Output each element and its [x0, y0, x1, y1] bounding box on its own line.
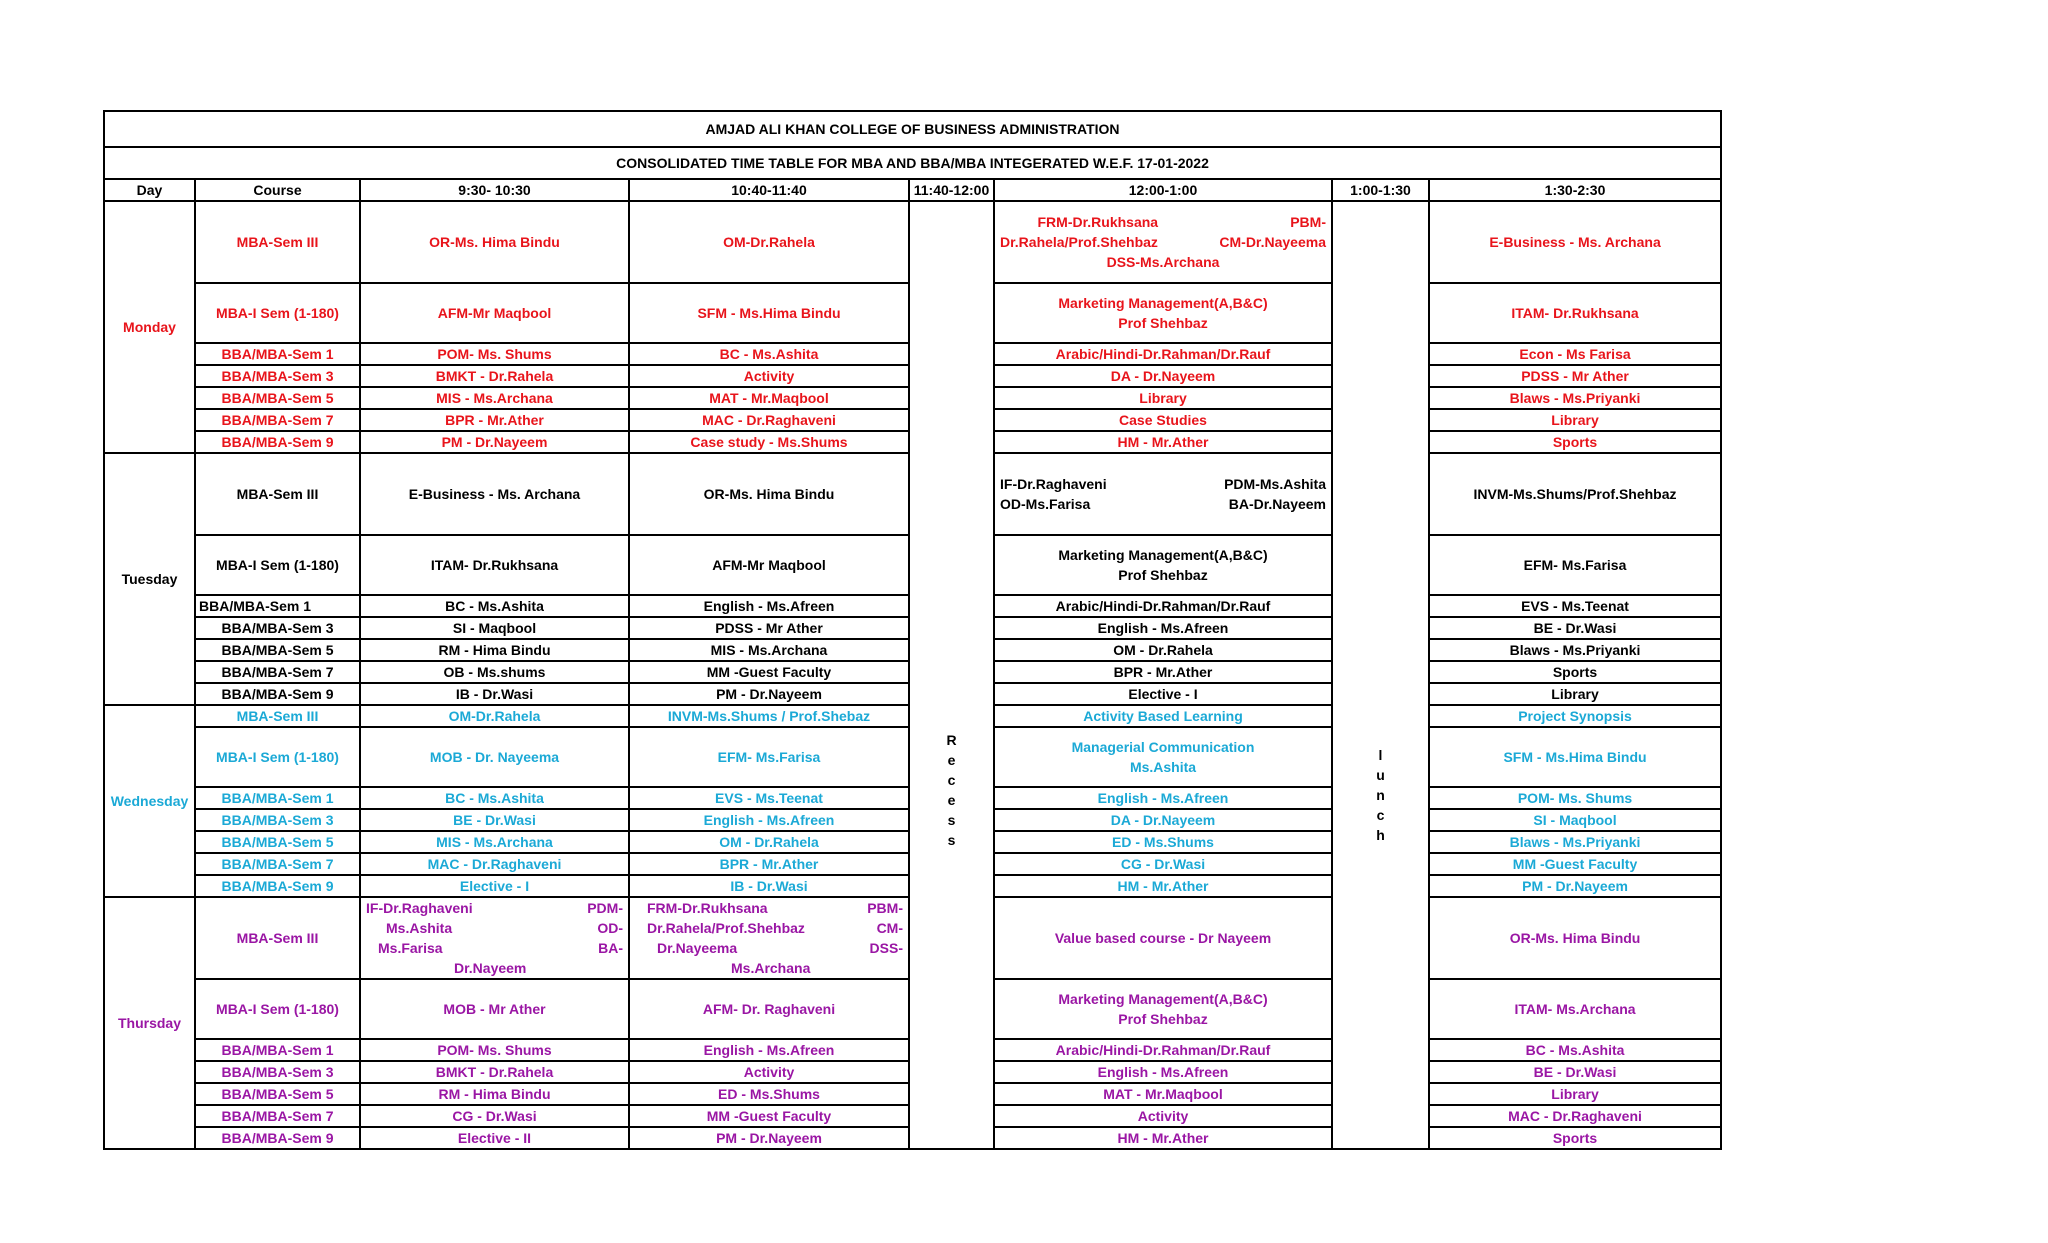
slot-cell: MAT - Mr.Maqbool: [994, 1083, 1332, 1105]
slot-cell: [994, 979, 1332, 1039]
slot-cell: BC - Ms.Ashita: [360, 595, 629, 617]
slot-cell: Library: [1429, 409, 1721, 431]
course-cell: BBA/MBA-Sem 1: [195, 787, 360, 809]
header-recess-slot: 11:40-12:00: [909, 179, 994, 201]
slot-cell: ED - Ms.Shums: [994, 831, 1332, 853]
header-day: Day: [104, 179, 195, 201]
lunch-letter: l: [1378, 747, 1383, 763]
header-lunch-slot: 1:00-1:30: [1332, 179, 1429, 201]
slot-cell: MM -Guest Faculty: [629, 661, 909, 683]
elective-text: FRM-Dr.Rukhsana: [647, 900, 768, 916]
slot-cell: BC - Ms.Ashita: [360, 787, 629, 809]
elective-text: Ms.Archana: [731, 960, 811, 976]
recess-letter: e: [947, 792, 956, 808]
slot-cell: Value based course - Dr Nayeem: [994, 897, 1332, 979]
slot-cell: Sports: [1429, 661, 1721, 683]
slot-cell: English - Ms.Afreen: [994, 1061, 1332, 1083]
slot-cell: Blaws - Ms.Priyanki: [1429, 831, 1721, 853]
slot-cell: ITAM- Dr.Rukhsana: [360, 535, 629, 595]
slot-cell: MM -Guest Faculty: [1429, 853, 1721, 875]
slot-cell: Activity Based Learning: [994, 705, 1332, 727]
slot-cell: BMKT - Dr.Rahela: [360, 365, 629, 387]
slot-cell: EVS - Ms.Teenat: [629, 787, 909, 809]
slot-cell: IB - Dr.Wasi: [360, 683, 629, 705]
course-cell: BBA/MBA-Sem 3: [195, 365, 360, 387]
slot-cell: BPR - Mr.Ather: [994, 661, 1332, 683]
slot-cell: ITAM- Dr.Rukhsana: [1429, 283, 1721, 343]
slot-text: Ms.Ashita: [1129, 759, 1197, 775]
elective-text: Dr.Rahela/Prof.Shehbaz: [1000, 234, 1158, 250]
slot-cell: Blaws - Ms.Priyanki: [1429, 639, 1721, 661]
course-cell: BBA/MBA-Sem 9: [195, 1127, 360, 1149]
elective-text: CM-: [876, 920, 903, 936]
slot-cell: Arabic/Hindi-Dr.Rahman/Dr.Rauf: [994, 1039, 1332, 1061]
slot-cell: SI - Maqbool: [360, 617, 629, 639]
course-cell: BBA/MBA-Sem 3: [195, 809, 360, 831]
slot-cell: IB - Dr.Wasi: [629, 875, 909, 897]
slot-cell: Econ - Ms Farisa: [1429, 343, 1721, 365]
slot-cell: BMKT - Dr.Rahela: [360, 1061, 629, 1083]
slot-cell: English - Ms.Afreen: [994, 787, 1332, 809]
course-cell: BBA/MBA-Sem 1: [195, 595, 360, 617]
elective-text: IF-Dr.Raghaveni: [1000, 476, 1107, 492]
course-cell: BBA/MBA-Sem 9: [195, 431, 360, 453]
slot-cell: POM- Ms. Shums: [360, 343, 629, 365]
timetable-subtitle: CONSOLIDATED TIME TABLE FOR MBA AND BBA/MBA INTEGERATED W.E.F. 17-01-2022: [104, 147, 1721, 179]
recess-letter: c: [947, 772, 956, 788]
slot-cell: [360, 897, 629, 979]
slot-cell: DA - Dr.Nayeem: [994, 809, 1332, 831]
slot-cell: English - Ms.Afreen: [629, 809, 909, 831]
slot-cell: Activity: [629, 1061, 909, 1083]
day-tuesday: Tuesday: [104, 453, 195, 705]
course-cell: BBA/MBA-Sem 9: [195, 875, 360, 897]
elective-text: Dr.Nayeema: [657, 940, 738, 956]
slot-cell: MIS - Ms.Archana: [360, 831, 629, 853]
slot-cell: BE - Dr.Wasi: [1429, 1061, 1721, 1083]
course-cell: MBA-I Sem (1-180): [195, 979, 360, 1039]
day-monday: Monday: [104, 201, 195, 453]
slot-cell: PDSS - Mr Ather: [629, 617, 909, 639]
slot-cell: Library: [1429, 683, 1721, 705]
course-cell: MBA-Sem III: [195, 453, 360, 535]
slot-cell: BE - Dr.Wasi: [360, 809, 629, 831]
slot-cell: Arabic/Hindi-Dr.Rahman/Dr.Rauf: [994, 343, 1332, 365]
elective-text: CM-Dr.Nayeema: [1219, 234, 1326, 250]
slot-cell: ITAM- Ms.Archana: [1429, 979, 1721, 1039]
recess-letter: e: [947, 752, 956, 768]
slot-text: Managerial Communication: [1071, 739, 1255, 755]
slot-text: Marketing Management(A,B&C): [1058, 991, 1268, 1007]
recess-column: [909, 201, 994, 1149]
slot-cell: BPR - Mr.Ather: [629, 853, 909, 875]
slot-cell: POM- Ms. Shums: [360, 1039, 629, 1061]
elective-text: DSS-Ms.Archana: [1106, 254, 1220, 270]
slot-text: Marketing Management(A,B&C): [1058, 295, 1268, 311]
lunch-letter: n: [1376, 787, 1385, 803]
slot-cell: Blaws - Ms.Priyanki: [1429, 387, 1721, 409]
slot-cell: English - Ms.Afreen: [994, 617, 1332, 639]
slot-cell: OM-Dr.Rahela: [360, 705, 629, 727]
slot-cell: E-Business - Ms. Archana: [1429, 201, 1721, 283]
slot-cell: DA - Dr.Nayeem: [994, 365, 1332, 387]
header-slot-4: 1:30-2:30: [1429, 179, 1721, 201]
slot-cell: Sports: [1429, 1127, 1721, 1149]
header-slot-1: 9:30- 10:30: [360, 179, 629, 201]
slot-cell: MIS - Ms.Archana: [360, 387, 629, 409]
day-thursday: Thursday: [104, 897, 195, 1149]
slot-cell: BPR - Mr.Ather: [360, 409, 629, 431]
recess-letter: s: [947, 812, 956, 828]
elective-text: Dr.Rahela/Prof.Shehbaz: [647, 920, 805, 936]
course-cell: BBA/MBA-Sem 7: [195, 661, 360, 683]
course-cell: MBA-Sem III: [195, 201, 360, 283]
slot-cell: Sports: [1429, 431, 1721, 453]
slot-cell: Project Synopsis: [1429, 705, 1721, 727]
timetable-document: [103, 110, 1720, 1150]
slot-cell: PM - Dr.Nayeem: [1429, 875, 1721, 897]
recess-letter: s: [947, 832, 956, 848]
table-row: [104, 201, 1721, 283]
elective-text: PDM-Ms.Ashita: [1224, 476, 1326, 492]
slot-cell: AFM-Mr Maqbool: [360, 283, 629, 343]
elective-text: PBM-: [867, 900, 903, 916]
slot-cell: E-Business - Ms. Archana: [360, 453, 629, 535]
slot-cell: Elective - II: [360, 1127, 629, 1149]
slot-cell: Case study - Ms.Shums: [629, 431, 909, 453]
lunch-letter: u: [1376, 767, 1385, 783]
lunch-letter: c: [1376, 807, 1385, 823]
course-cell: BBA/MBA-Sem 1: [195, 1039, 360, 1061]
slot-cell: [994, 201, 1332, 283]
slot-cell: RM - Hima Bindu: [360, 639, 629, 661]
slot-cell: MM -Guest Faculty: [629, 1105, 909, 1127]
slot-cell: PM - Dr.Nayeem: [629, 683, 909, 705]
elective-text: DSS-: [869, 940, 903, 956]
slot-cell: Library: [1429, 1083, 1721, 1105]
course-cell: BBA/MBA-Sem 3: [195, 617, 360, 639]
slot-cell: EFM- Ms.Farisa: [629, 727, 909, 787]
elective-text: OD-: [597, 920, 623, 936]
slot-text: Marketing Management(A,B&C): [1058, 547, 1268, 563]
course-cell: BBA/MBA-Sem 7: [195, 853, 360, 875]
timetable: [103, 110, 1722, 1150]
header-row: [104, 179, 1721, 201]
slot-cell: INVM-Ms.Shums/Prof.Shehbaz: [1429, 453, 1721, 535]
elective-text: Ms.Farisa: [378, 940, 443, 956]
lunch-letter: h: [1376, 827, 1385, 843]
elective-text: BA-: [598, 940, 623, 956]
slot-cell: OB - Ms.shums: [360, 661, 629, 683]
course-cell: MBA-I Sem (1-180): [195, 535, 360, 595]
slot-cell: MAC - Dr.Raghaveni: [629, 409, 909, 431]
day-wednesday: Wednesday: [104, 705, 195, 897]
slot-cell: MAT - Mr.Maqbool: [629, 387, 909, 409]
elective-text: PDM-: [587, 900, 623, 916]
header-course: Course: [195, 179, 360, 201]
slot-cell: OM-Dr.Rahela: [629, 201, 909, 283]
slot-cell: CG - Dr.Wasi: [360, 1105, 629, 1127]
course-cell: MBA-I Sem (1-180): [195, 283, 360, 343]
slot-cell: Library: [994, 387, 1332, 409]
slot-cell: RM - Hima Bindu: [360, 1083, 629, 1105]
elective-text: Ms.Ashita: [386, 920, 453, 936]
slot-cell: PDSS - Mr Ather: [1429, 365, 1721, 387]
slot-cell: Activity: [994, 1105, 1332, 1127]
slot-cell: POM- Ms. Shums: [1429, 787, 1721, 809]
elective-text: OD-Ms.Farisa: [1000, 496, 1091, 512]
slot-cell: AFM- Dr. Raghaveni: [629, 979, 909, 1039]
course-cell: BBA/MBA-Sem 1: [195, 343, 360, 365]
elective-text: PBM-: [1290, 214, 1326, 230]
elective-text: IF-Dr.Raghaveni: [366, 900, 473, 916]
slot-cell: Elective - I: [994, 683, 1332, 705]
recess-letter: R: [946, 732, 957, 748]
slot-cell: MOB - Mr Ather: [360, 979, 629, 1039]
course-cell: BBA/MBA-Sem 5: [195, 639, 360, 661]
slot-cell: [994, 535, 1332, 595]
college-title: AMJAD ALI KHAN COLLEGE OF BUSINESS ADMINISTRATION: [104, 111, 1721, 147]
slot-cell: PM - Dr.Nayeem: [360, 431, 629, 453]
header-slot-2: 10:40-11:40: [629, 179, 909, 201]
course-cell: BBA/MBA-Sem 3: [195, 1061, 360, 1083]
slot-cell: SI - Maqbool: [1429, 809, 1721, 831]
slot-cell: MAC - Dr.Raghaveni: [1429, 1105, 1721, 1127]
slot-text: Prof Shehbaz: [1118, 1011, 1208, 1027]
slot-cell: HM - Mr.Ather: [994, 875, 1332, 897]
course-cell: BBA/MBA-Sem 5: [195, 387, 360, 409]
slot-cell: EFM- Ms.Farisa: [1429, 535, 1721, 595]
slot-cell: HM - Mr.Ather: [994, 431, 1332, 453]
course-cell: MBA-Sem III: [195, 897, 360, 979]
slot-cell: OM - Dr.Rahela: [629, 831, 909, 853]
header-slot-3: 12:00-1:00: [994, 179, 1332, 201]
course-cell: MBA-I Sem (1-180): [195, 727, 360, 787]
slot-cell: SFM - Ms.Hima Bindu: [629, 283, 909, 343]
elective-text: Dr.Nayeem: [454, 960, 527, 976]
slot-cell: MOB - Dr. Nayeema: [360, 727, 629, 787]
slot-cell: English - Ms.Afreen: [629, 1039, 909, 1061]
slot-cell: BC - Ms.Ashita: [629, 343, 909, 365]
elective-text: BA-Dr.Nayeem: [1228, 496, 1326, 512]
course-cell: BBA/MBA-Sem 7: [195, 409, 360, 431]
slot-cell: MIS - Ms.Archana: [629, 639, 909, 661]
course-cell: BBA/MBA-Sem 7: [195, 1105, 360, 1127]
slot-cell: BC - Ms.Ashita: [1429, 1039, 1721, 1061]
lunch-column: [1332, 201, 1429, 1149]
slot-cell: [994, 727, 1332, 787]
slot-cell: SFM - Ms.Hima Bindu: [1429, 727, 1721, 787]
slot-cell: OR-Ms. Hima Bindu: [360, 201, 629, 283]
slot-text: Prof Shehbaz: [1118, 567, 1208, 583]
slot-cell: Activity: [629, 365, 909, 387]
slot-cell: English - Ms.Afreen: [629, 595, 909, 617]
slot-cell: INVM-Ms.Shums / Prof.Shebaz: [629, 705, 909, 727]
slot-cell: PM - Dr.Nayeem: [629, 1127, 909, 1149]
slot-cell: Elective - I: [360, 875, 629, 897]
slot-cell: OR-Ms. Hima Bindu: [1429, 897, 1721, 979]
slot-cell: OR-Ms. Hima Bindu: [629, 453, 909, 535]
course-cell: BBA/MBA-Sem 5: [195, 1083, 360, 1105]
slot-text: Prof Shehbaz: [1118, 315, 1208, 331]
slot-cell: Arabic/Hindi-Dr.Rahman/Dr.Rauf: [994, 595, 1332, 617]
course-cell: MBA-Sem III: [195, 705, 360, 727]
slot-cell: AFM-Mr Maqbool: [629, 535, 909, 595]
slot-cell: HM - Mr.Ather: [994, 1127, 1332, 1149]
slot-cell: ED - Ms.Shums: [629, 1083, 909, 1105]
slot-cell: EVS - Ms.Teenat: [1429, 595, 1721, 617]
slot-cell: [994, 283, 1332, 343]
slot-cell: MAC - Dr.Raghaveni: [360, 853, 629, 875]
slot-cell: OM - Dr.Rahela: [994, 639, 1332, 661]
slot-cell: [629, 897, 909, 979]
slot-cell: [994, 453, 1332, 535]
slot-cell: CG - Dr.Wasi: [994, 853, 1332, 875]
slot-cell: Case Studies: [994, 409, 1332, 431]
course-cell: BBA/MBA-Sem 9: [195, 683, 360, 705]
course-cell: BBA/MBA-Sem 5: [195, 831, 360, 853]
slot-cell: BE - Dr.Wasi: [1429, 617, 1721, 639]
elective-text: FRM-Dr.Rukhsana: [1037, 214, 1159, 230]
